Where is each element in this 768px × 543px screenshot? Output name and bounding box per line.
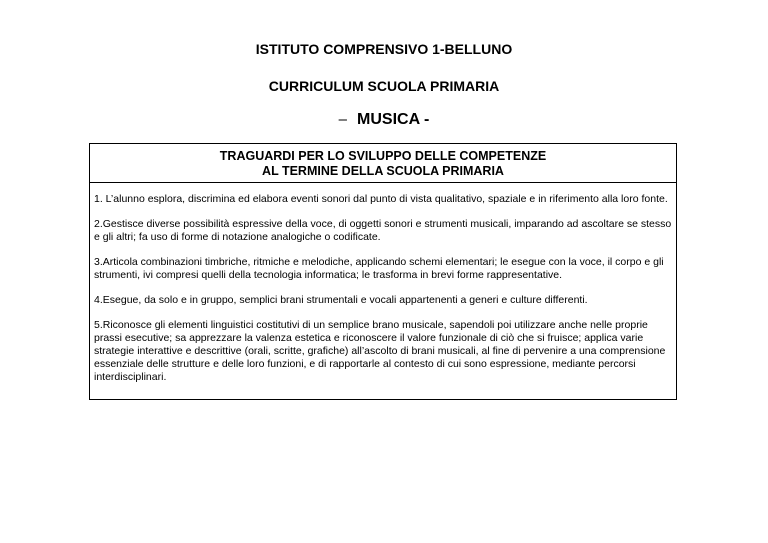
goals-heading-line-2: AL TERMINE DELLA SCUOLA PRIMARIA xyxy=(262,164,504,178)
goals-table-header xyxy=(89,143,677,183)
goal-item-4: 4.Esegue, da solo e in gruppo, semplici brani strumentali e vocali appartenenti a generi e culture differenti. xyxy=(94,294,588,306)
subject-title xyxy=(0,111,768,129)
goal-item-5: 5.Riconosce gli elementi linguistici costitutivi di un semplice brano musicale, sapendoli poi utilizzare anche nelle proprie prassi esecutive; sa apprezzare la valenza estetica e riconoscere il valore funzionale di ciò che si fruisce; applica varie strategie interattive e descrittive (orali, scritte, grafiche) all’ascolto di brani musicali, al fine di pervenire a una comprensione essenziale delle strutture e delle loro funzioni, e di rapportarle al contesto di cui sono espressione, mediante percorsi interdisciplinari. xyxy=(94,319,666,383)
goal-item-2: 2.Gestisce diverse possibilità espressive della voce, di oggetti sonori e strumenti musicali, imparando ad ascoltare se stesso e gli altri; fa uso di forme di notazione analogiche o codificate. xyxy=(94,218,672,243)
subject-dash: – xyxy=(338,111,348,128)
goal-item-1: 1. L’alunno esplora, discrimina ed elabora eventi sonori dal punto di vista qualitativo, spaziale e in riferimento alla loro fonte. xyxy=(94,193,668,205)
goals-table-body xyxy=(89,182,677,400)
goal-item-3: 3.Articola combinazioni timbriche, ritmiche e melodiche, applicando schemi elementari; le esegue con la voce, il corpo e gli strumenti, ivi compresi quelli della tecnologia informatica; le trasforma in brevi forme rappresentative. xyxy=(94,256,664,281)
goals-heading-line-1: TRAGUARDI PER LO SVILUPPO DELLE COMPETENZE xyxy=(219,149,547,163)
curriculum-title: CURRICULUM SCUOLA PRIMARIA xyxy=(268,78,500,94)
school-title: ISTITUTO COMPRENSIVO 1-BELLUNO xyxy=(255,41,513,57)
subject-label: MUSICA - xyxy=(357,111,430,128)
